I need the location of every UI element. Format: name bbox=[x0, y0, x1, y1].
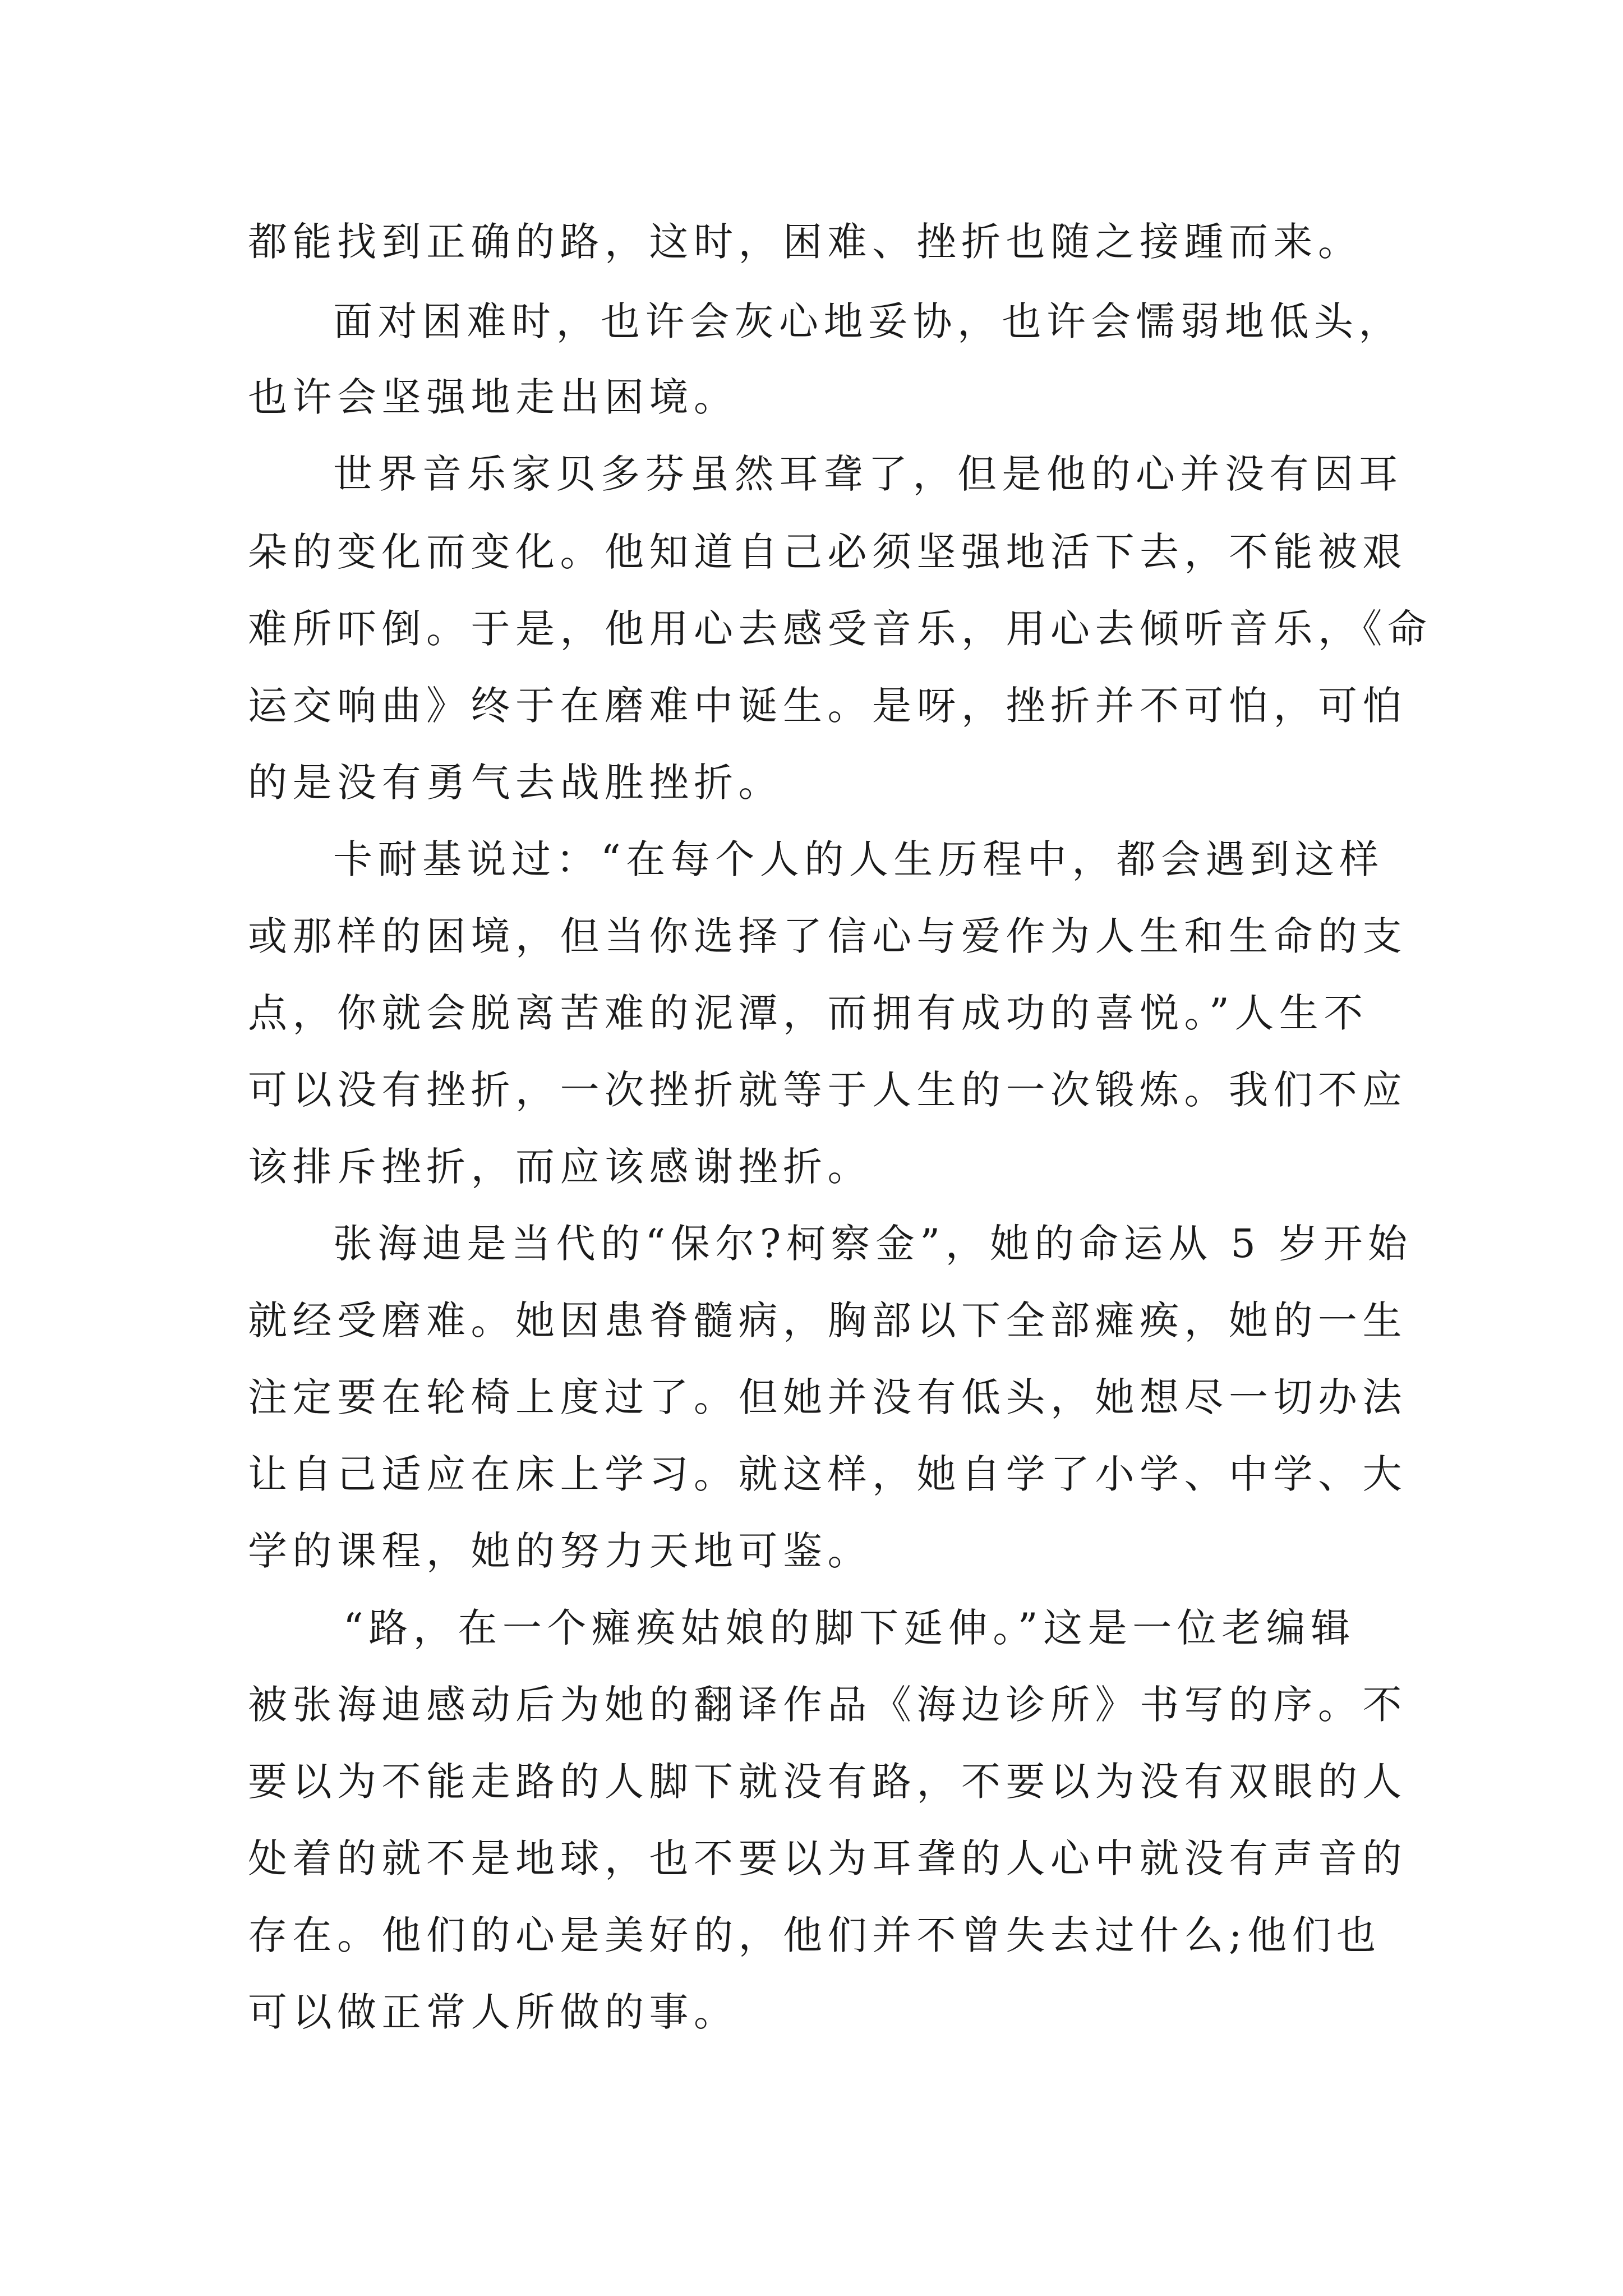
text-line: 的是没有勇气去战胜挫折。 bbox=[248, 760, 783, 806]
text-line: 世界音乐家贝多芬虽然耳聋了，但是他的心并没有因耳 bbox=[333, 451, 1403, 497]
text-line: 可以没有挫折，一次挫折就等于人生的一次锻炼。我们不应 bbox=[248, 1067, 1407, 1113]
text-line: 处着的就不是地球，也不要以为耳聋的人心中就没有声音的 bbox=[248, 1835, 1407, 1881]
text-line: 运交响曲》终于在磨难中诞生。是呀，挫折并不可怕，可怕 bbox=[248, 683, 1407, 729]
text-line: 面对困难时，也许会灰心地妥协，也许会懦弱地低头， bbox=[333, 298, 1403, 344]
text-line: 都能找到正确的路，这时，困难、挫折也随之接踵而来。 bbox=[248, 219, 1363, 265]
text-line: 被张海迪感动后为她的翻译作品《海边诊所》书写的序。不 bbox=[248, 1682, 1407, 1728]
text-line: 注定要在轮椅上度过了。但她并没有低头，她想尽一切办法 bbox=[248, 1374, 1407, 1420]
text-line: 可以做正常人所做的事。 bbox=[248, 1989, 739, 2035]
text-line: 学的课程，她的努力天地可鉴。 bbox=[248, 1528, 872, 1574]
text-line: 点，你就会脱离苦难的泥潭，而拥有成功的喜悦。”人生不 bbox=[248, 990, 1368, 1036]
text-line: 朵的变化而变化。他知道自己必须坚强地活下去，不能被艰 bbox=[248, 529, 1407, 575]
text-line: 该排斥挫折，而应该感谢挫折。 bbox=[248, 1144, 872, 1190]
text-line: 要以为不能走路的人脚下就没有路，不要以为没有双眼的人 bbox=[248, 1759, 1407, 1805]
text-line: 让自己适应在床上学习。就这样，她自学了小学、中学、大 bbox=[248, 1451, 1407, 1497]
text-line: 张海迪是当代的“保尔?柯察金”，她的命运从 5 岁开始 bbox=[333, 1221, 1413, 1267]
text-line: 难所吓倒。于是，他用心去感受音乐，用心去倾听音乐，《命 bbox=[248, 606, 1432, 652]
text-line: 就经受磨难。她因患脊髓病，胸部以下全部瘫痪，她的一生 bbox=[248, 1297, 1407, 1343]
text-line: 也许会坚强地走出困境。 bbox=[248, 374, 739, 420]
text-line: “路，在一个瘫痪姑娘的脚下延伸。”这是一位老编辑 bbox=[343, 1605, 1355, 1651]
text-line: 卡耐基说过：“在每个人的人生历程中，都会遇到这样 bbox=[333, 836, 1384, 882]
text-line: 或那样的困境，但当你选择了信心与爱作为人生和生命的支 bbox=[248, 913, 1407, 959]
text-line: 存在。他们的心是美好的，他们并不曾失去过什么;他们也 bbox=[248, 1912, 1381, 1958]
